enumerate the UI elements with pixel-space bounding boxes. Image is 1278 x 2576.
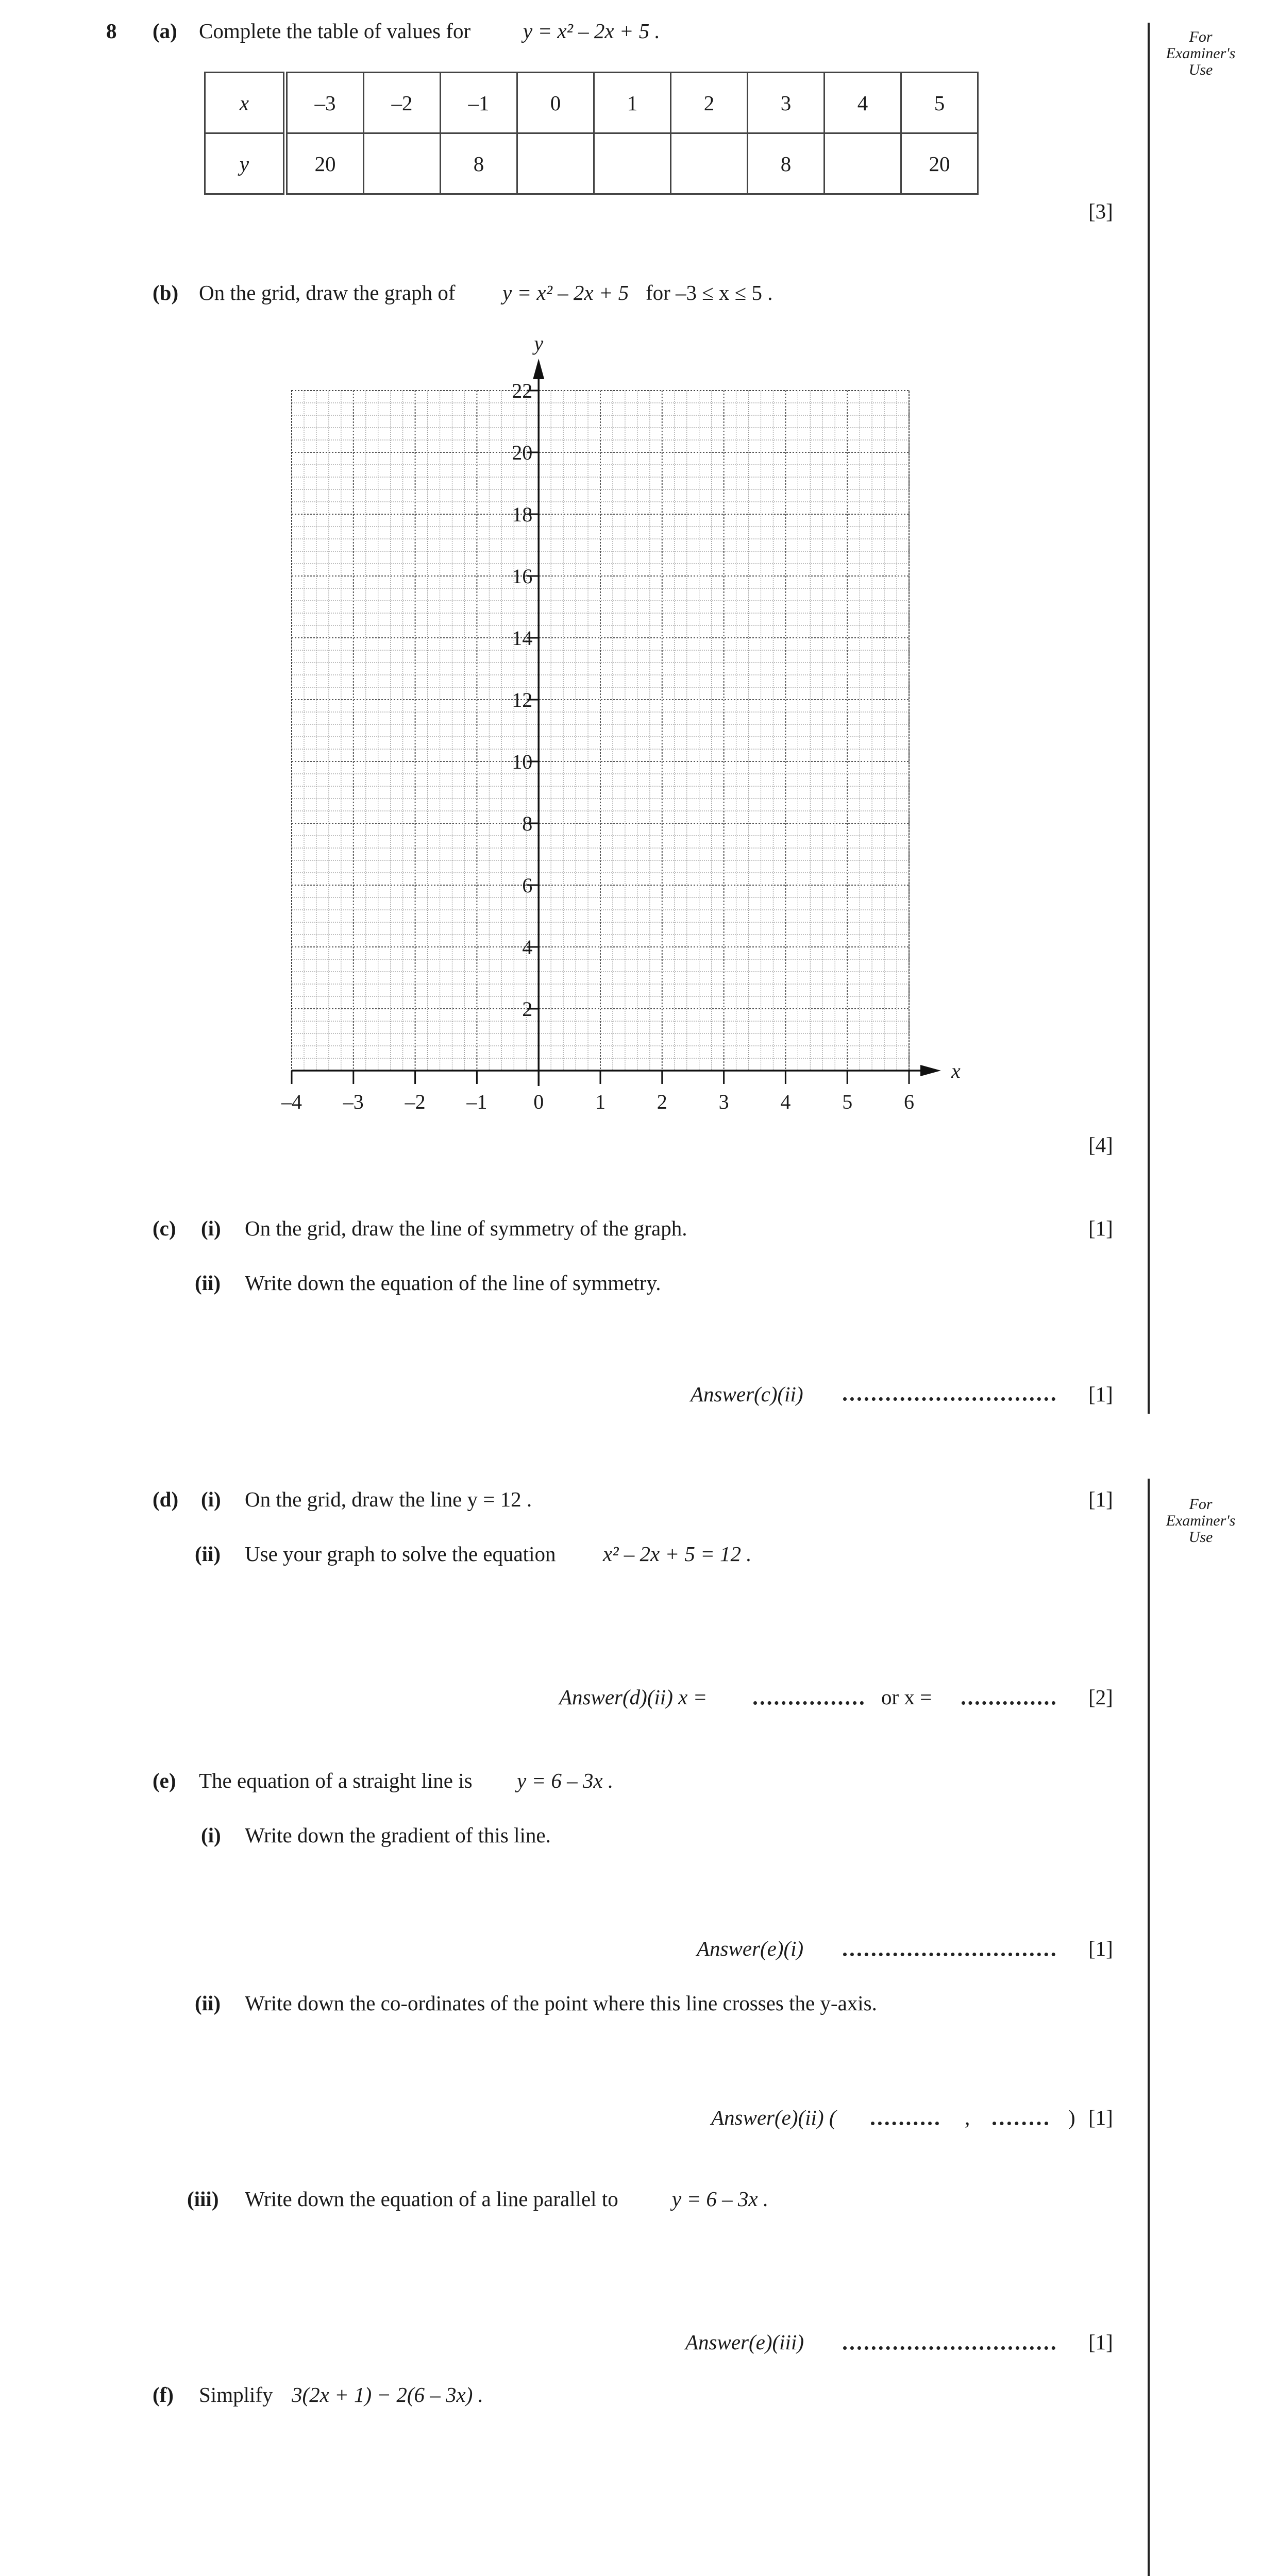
y-tick-label: 22 xyxy=(512,379,533,402)
x-tick-label: 1 xyxy=(595,1090,606,1113)
part-b-label: (b) xyxy=(153,281,179,304)
x-tick-label: 6 xyxy=(904,1090,914,1113)
x-tick-label: –2 xyxy=(405,1090,426,1113)
table-y-cell: 8 xyxy=(748,133,825,194)
table-x-cell: 4 xyxy=(825,73,901,133)
answer-d-ii-label: Answer(d)(ii) x = xyxy=(559,1685,708,1709)
right-margin-line-bottom xyxy=(1148,1479,1150,2576)
part-e-iii-label: (iii) xyxy=(187,2187,219,2211)
part-a-label: (a) xyxy=(153,19,177,43)
part-a-marks: [3] xyxy=(1088,199,1113,223)
x-tick-label: –1 xyxy=(466,1090,487,1113)
table-x-cell: 1 xyxy=(594,73,671,133)
x-tick-label: 2 xyxy=(657,1090,667,1113)
table-x-cell: 0 xyxy=(517,73,594,133)
part-c-i-label: (i) xyxy=(201,1216,221,1240)
answer-e-i-label: Answer(e)(i) xyxy=(697,1937,804,1960)
answer-e-ii-comma: , xyxy=(965,2106,970,2129)
part-d-label: (d) xyxy=(153,1487,179,1511)
y-tick-label: 20 xyxy=(512,441,533,464)
part-f-text: Simplify xyxy=(199,2383,273,2406)
answer-c-ii-label: Answer(c)(ii) xyxy=(691,1382,803,1406)
part-d-i-marks: [1] xyxy=(1088,1487,1113,1511)
answer-d-ii-or: or x = xyxy=(881,1685,932,1709)
part-c-i-text: On the grid, draw the line of symmetry of the graph. xyxy=(245,1216,687,1240)
part-b-equation: y = x² – 2x + 5 xyxy=(502,281,629,304)
answer-d-ii-field-2[interactable] xyxy=(962,1701,1055,1705)
question-number: 8 xyxy=(106,19,117,43)
part-e-iii-equation: y = 6 – 3x . xyxy=(672,2187,769,2211)
part-b-text: On the grid, draw the graph of xyxy=(199,281,456,304)
x-tick-label: –3 xyxy=(343,1090,364,1113)
part-b-range: for –3 ≤ x ≤ 5 . xyxy=(646,281,773,304)
y-tick-label: 2 xyxy=(522,997,533,1021)
part-a-equation: y = x² – 2x + 5 . xyxy=(523,19,660,43)
answer-e-ii-field-y[interactable] xyxy=(993,2122,1048,2125)
table-x-header: x xyxy=(205,73,285,133)
table-y-cell: 20 xyxy=(285,133,364,194)
x-tick-label: –4 xyxy=(281,1090,302,1113)
part-d-i-label: (i) xyxy=(201,1487,221,1511)
table-x-cell: –2 xyxy=(364,73,441,133)
part-e-i-marks: [1] xyxy=(1088,1937,1113,1960)
part-d-ii-equation: x² – 2x + 5 = 12 . xyxy=(603,1542,752,1566)
answer-e-iii-field[interactable] xyxy=(843,2346,1055,2350)
table-x-cell: 5 xyxy=(901,73,978,133)
part-c-i-marks: [1] xyxy=(1088,1216,1113,1240)
x-axis-arrow-icon xyxy=(920,1065,941,1076)
y-tick-label: 8 xyxy=(522,812,533,835)
y-tick-label: 16 xyxy=(512,565,533,588)
part-b-marks: [4] xyxy=(1088,1133,1113,1157)
table-x-cell: 3 xyxy=(748,73,825,133)
part-a-text: Complete the table of values for xyxy=(199,19,471,43)
y-axis-arrow-icon xyxy=(533,359,544,379)
table-y-cell: 8 xyxy=(441,133,517,194)
examiner-use-label-top: For Examiner's Use xyxy=(1166,28,1236,78)
part-e-ii-label: (ii) xyxy=(195,1991,221,2015)
table-x-cell: –1 xyxy=(441,73,517,133)
answer-e-i-field[interactable] xyxy=(843,1953,1055,1956)
x-tick-label: 3 xyxy=(718,1090,729,1113)
y-tick-label: 4 xyxy=(522,936,533,959)
table-y-header: y xyxy=(205,133,285,194)
part-e-ii-marks: [1] xyxy=(1088,2106,1113,2129)
table-x-cell: –3 xyxy=(285,73,364,133)
examiner-use-label-bottom: For Examiner's Use xyxy=(1166,1496,1236,1546)
part-c-ii-text: Write down the equation of the line of symmetry. xyxy=(245,1271,661,1295)
right-margin-line-top xyxy=(1148,23,1150,1414)
y-tick-label: 14 xyxy=(512,626,533,650)
answer-e-iii-label: Answer(e)(iii) xyxy=(685,2330,804,2354)
part-e-text: The equation of a straight line is xyxy=(199,1769,473,1792)
x-axis-title: x xyxy=(951,1059,961,1082)
part-d-ii-text: Use your graph to solve the equation xyxy=(245,1542,556,1566)
part-c-ii-label: (ii) xyxy=(195,1271,221,1295)
part-e-label: (e) xyxy=(153,1769,176,1792)
part-d-i-text: On the grid, draw the line y = 12 . xyxy=(245,1487,532,1511)
part-e-iii-text: Write down the equation of a line parallel to xyxy=(245,2187,618,2211)
answer-e-ii-label: Answer(e)(ii) ( xyxy=(711,2106,836,2129)
answer-d-ii-field-1[interactable] xyxy=(753,1701,864,1705)
y-axis-title: y xyxy=(534,332,544,355)
graph-grid[interactable] xyxy=(0,0,1278,1133)
y-tick-label: 10 xyxy=(512,750,533,773)
table-y-cell: 20 xyxy=(901,133,978,194)
part-d-ii-marks: [2] xyxy=(1088,1685,1113,1709)
answer-e-ii-close: ) xyxy=(1068,2106,1075,2129)
part-f-expression: 3(2x + 1) − 2(6 – 3x) . xyxy=(292,2383,483,2406)
part-e-i-text: Write down the gradient of this line. xyxy=(245,1823,551,1847)
part-f-label: (f) xyxy=(153,2383,174,2406)
x-tick-label: 4 xyxy=(780,1090,791,1113)
x-tick-label: 5 xyxy=(842,1090,853,1113)
answer-c-ii-field[interactable] xyxy=(843,1397,1055,1401)
x-tick-label: 0 xyxy=(533,1090,544,1113)
part-e-equation: y = 6 – 3x . xyxy=(517,1769,614,1792)
part-e-ii-text: Write down the co-ordinates of the point where this line crosses the y-axis. xyxy=(245,1991,877,2015)
part-c-ii-marks: [1] xyxy=(1088,1382,1113,1406)
part-c-label: (c) xyxy=(153,1216,176,1240)
part-e-iii-marks: [1] xyxy=(1088,2330,1113,2354)
answer-e-ii-field-x[interactable] xyxy=(871,2122,939,2125)
table-x-cell: 2 xyxy=(671,73,748,133)
part-d-ii-label: (ii) xyxy=(195,1542,221,1566)
y-tick-label: 6 xyxy=(522,874,533,897)
y-tick-label: 12 xyxy=(512,688,533,711)
y-tick-label: 18 xyxy=(512,503,533,526)
part-e-i-label: (i) xyxy=(201,1823,221,1847)
